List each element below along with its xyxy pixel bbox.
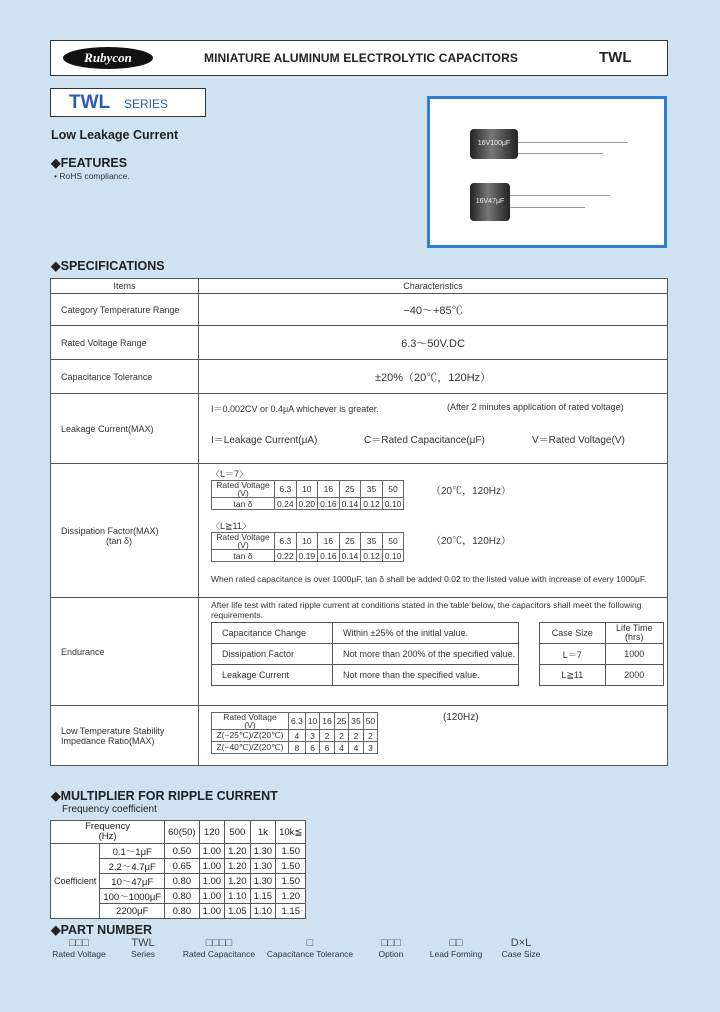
ripple-table: Frequency (Hz) 60(50) 120 500 1k 10k≦ Coefficient 0.1〜1μF 0.50 1.00 1.20 1.30 1.50 2.2〜4.7μF 0.65 1.00 1.20 1.30 1.50 10〜47μF 0.80 1.00 1.20 1.30 1.50 100〜1000μF 0.80 1.00 1.10 1.15 1.20 2200μF 0.80 1.00 1.05 1.10 1.15 xyxy=(50,820,306,919)
spec-label: Endurance xyxy=(51,598,199,706)
series-code: TWL xyxy=(599,49,632,66)
page-title: MINIATURE ALUMINUM ELECTROLYTIC CAPACITORS xyxy=(204,51,518,65)
df-cell xyxy=(199,464,668,598)
leakage-formula: I＝0.002CV or 0.4μA whichever is greater. xyxy=(211,404,379,414)
low-temp-cell xyxy=(199,706,668,766)
spec-value: ±20%（20℃，120Hz） xyxy=(199,360,668,394)
df-condition: （20℃，120Hz） xyxy=(431,486,512,497)
spec-value: 6.3〜50V.DC xyxy=(199,326,668,360)
part-field-case-size: D×L Case Size xyxy=(501,937,541,959)
spec-label: Low Temperature Stability Impedance Ratio(MAX) xyxy=(51,706,199,766)
leakage-cell xyxy=(199,394,668,464)
lead-wire xyxy=(518,153,603,154)
product-photo xyxy=(427,96,667,248)
part-field-lead-forming: □□ Lead Forming xyxy=(429,937,483,959)
endurance-cell xyxy=(199,598,668,706)
series-suffix: SERIES xyxy=(124,97,169,111)
ripple-subheading: Frequency coefficient xyxy=(62,804,157,815)
series-box xyxy=(50,88,206,117)
rubycon-logo: Rubycon xyxy=(63,47,153,69)
specifications-table xyxy=(50,278,668,766)
features-heading: ◆FEATURES xyxy=(51,156,128,170)
df-condition: （20℃，120Hz） xyxy=(431,536,512,547)
col-characteristics: Characteristics xyxy=(199,279,668,294)
endurance-note: After life test with rated ripple current at conditions stated in the table below, the capacitors shall meet the following requirements. xyxy=(211,600,642,620)
ripple-heading: ◆MULTIPLIER FOR RIPPLE CURRENT xyxy=(51,789,278,803)
endurance-life-table: Case Size Life Time (hrs) L＝7 1000 L≧11 2000 xyxy=(539,622,664,686)
feature-item: • RoHS compliance. xyxy=(54,171,130,181)
df-l11-label: 〈L≧11〉 xyxy=(211,521,251,531)
low-temp-table: Rated Voltage (V) 6.3 10 16 25 35 50 Z(−25℃)/Z(20℃) 4 3 2 2 2 2 Z(−40℃)/Z(20℃) 8 6 6 4 4 3 xyxy=(211,712,378,754)
lead-wire xyxy=(518,142,628,143)
leakage-i-def: I＝Leakage Current(μA) xyxy=(211,435,318,446)
part-field-capacitance-tolerance: □ Capacitance Tolerance xyxy=(266,937,354,959)
part-field-rated-capacitance: □□□□ Rated Capacitance xyxy=(182,937,256,959)
page-header xyxy=(50,40,668,76)
series-name: TWL xyxy=(69,92,111,113)
endurance-table: Capacitance Change Within ±25% of the initial value. Dissipation Factor Not more than 200% of the specified value. Leakage Current Not more than the specified value. xyxy=(211,622,519,686)
spec-label: Capacitance Tolerance xyxy=(51,360,199,394)
part-field-option: □□□ Option xyxy=(378,937,404,959)
spec-value: −40〜+85℃ xyxy=(199,294,668,326)
df-l11-table: Rated Voltage (V) 6.3 10 16 25 35 50 tan δ 0.22 0.19 0.16 0.14 0.12 0.10 xyxy=(211,532,404,562)
leakage-c-def: C＝Rated Capacitance(μF) xyxy=(364,435,485,446)
capacitor-image: 16V47μF xyxy=(470,183,510,221)
spec-label: Rated Voltage Range xyxy=(51,326,199,360)
spec-label: Category Temperature Range xyxy=(51,294,199,326)
spec-label: Dissipation Factor(MAX) (tan δ) xyxy=(51,464,199,598)
part-field-rated-voltage: □□□ Rated Voltage xyxy=(52,937,106,959)
col-items: Items xyxy=(51,279,199,294)
leakage-note: (After 2 minutes application of rated voltage) xyxy=(447,402,624,412)
specifications-heading: ◆SPECIFICATIONS xyxy=(51,259,165,273)
df-l7-label: 〈L＝7〉 xyxy=(211,469,249,479)
df-note: When rated capacitance is over 1000μF, tan δ shall be added 0.02 to the listed value with increase of every 1000μF. xyxy=(211,574,647,584)
part-number-heading: ◆PART NUMBER xyxy=(51,923,153,937)
low-temp-condition: (120Hz) xyxy=(443,712,479,723)
subtitle: Low Leakage Current xyxy=(51,128,179,142)
lead-wire xyxy=(510,195,610,196)
df-l7-table: Rated Voltage (V) 6.3 10 16 25 35 50 tan δ 0.24 0.20 0.16 0.14 0.12 0.10 xyxy=(211,480,404,510)
spec-label: Leakage Current(MAX) xyxy=(51,394,199,464)
capacitor-image: 16V100μF xyxy=(470,129,518,159)
part-field-series: TWL Series xyxy=(130,937,156,959)
leakage-v-def: V＝Rated Voltage(V) xyxy=(532,435,625,446)
lead-wire xyxy=(510,207,585,208)
